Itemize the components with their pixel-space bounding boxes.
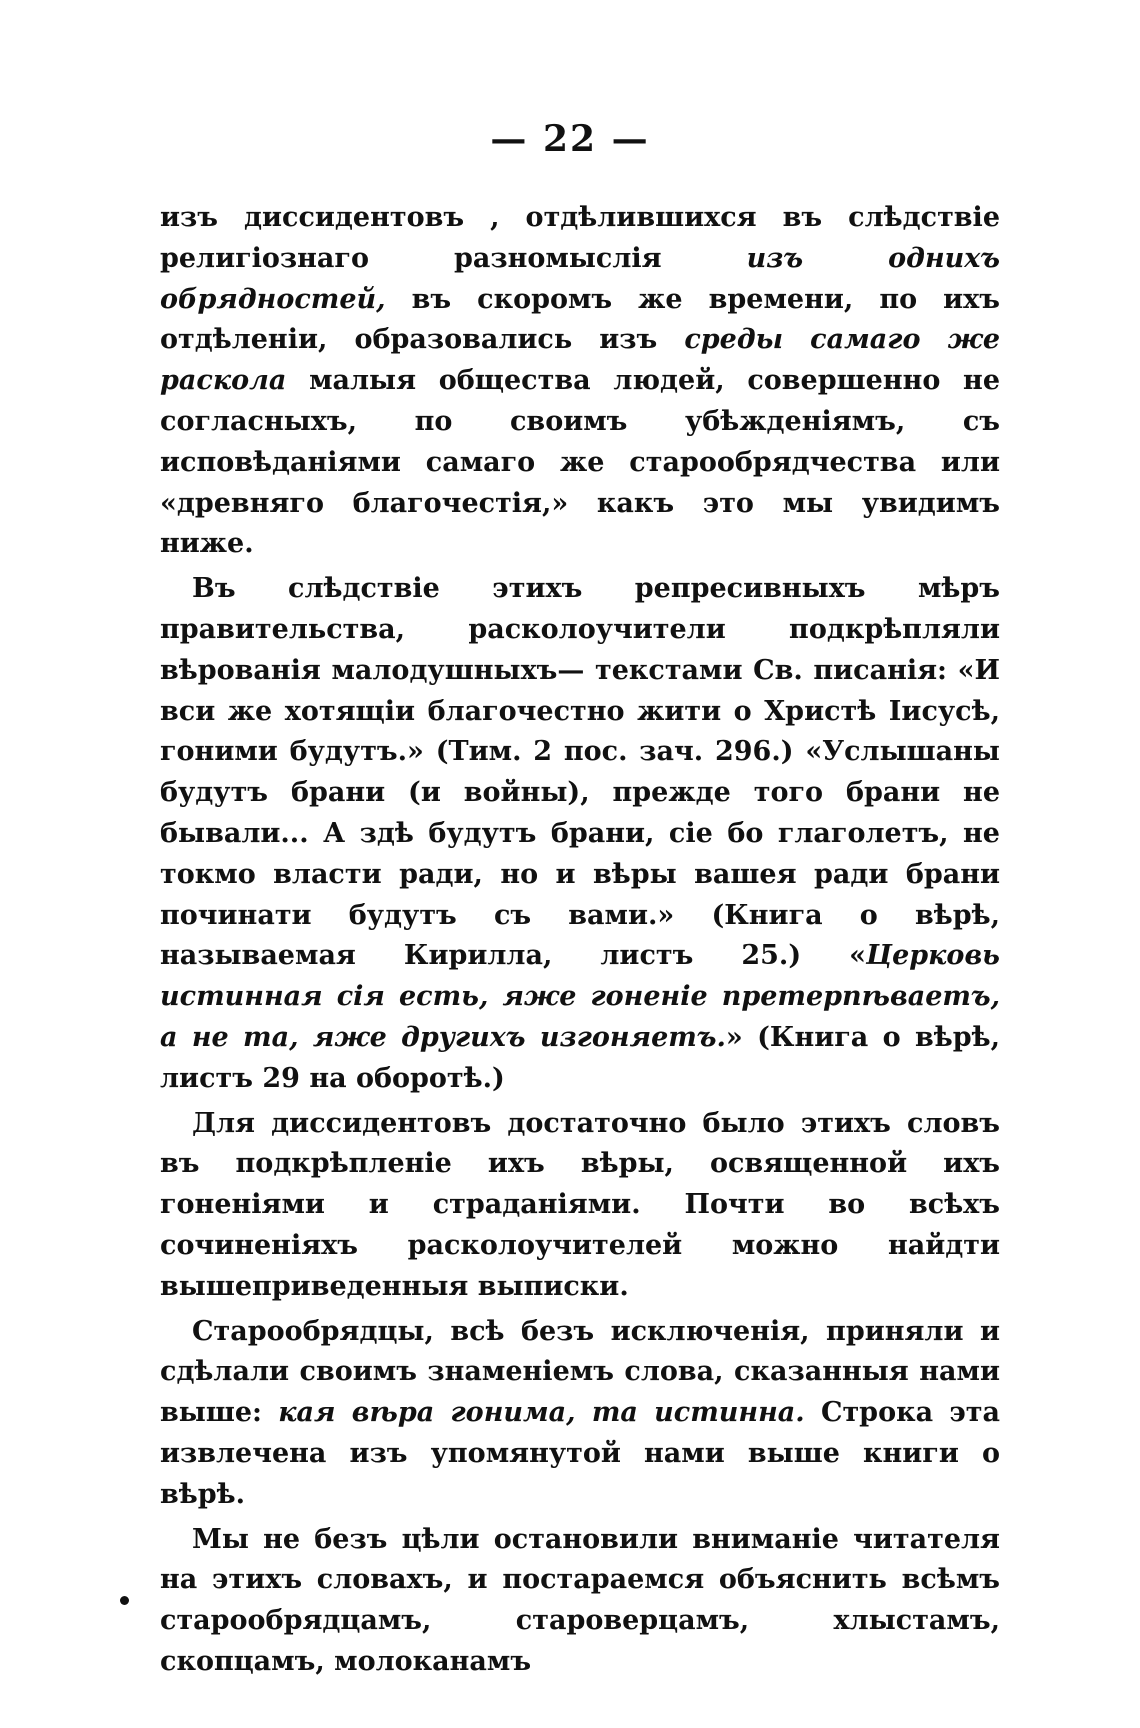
text-run: малыя общества людей, совершенно не согласныхъ, по своимъ убѣжденіямъ, съ исповѣданіями самаго же старообрядчества или «древняго благочестія,» какъ это мы увидимъ ниже. — [160, 365, 1000, 560]
body-text — [160, 198, 1000, 1683]
page-number: — 22 — — [490, 118, 650, 160]
text-run: Старообрядцы, всѣ безъ исключенія, приняли и сдѣлали своимъ знаменіемъ слова, сказанныя нами выше: — [160, 1315, 1000, 1429]
paragraph-3 — [160, 1104, 1000, 1308]
paragraph-1 — [160, 198, 1000, 565]
paragraph-2 — [160, 569, 1000, 1099]
italic-run: кая вѣра гонима, та истинна. — [278, 1397, 805, 1429]
paragraph-5 — [160, 1520, 1000, 1683]
text-run: » (Книга о вѣрѣ, листъ 29 на оборотѣ.) — [160, 1021, 1000, 1094]
text-run: Въ слѣдствіе этихъ репресивныхъ мѣръ правительства, расколоучители подкрѣпляли вѣрованія малодушныхъ— текстами Св. писанія: «И вси же хотящіи благочестно жити о Христѣ Іисусѣ, гоними будутъ.» (Тим. 2 пос. зач. 296.) «Услышаны будутъ брани (и войны), прежде того брани не бывали... А здѣ будутъ брани, сіе бо глаголетъ, не токмо власти ради, но и вѣры вашея ради брани починати будутъ съ вами.» (Книга о вѣрѣ, называемая Кирилла, листъ 25.) « — [160, 573, 1000, 972]
text-run: Мы не безъ цѣли остановили вниманіе читателя на этихъ словахъ, и постараемся объяснить всѣмъ старообрядцамъ, староверцамъ, хлыстамъ, скопцамъ, молоканамъ — [160, 1523, 1000, 1677]
text-run: въ скоромъ же времени, по ихъ отдѣленіи, образовались изъ — [160, 283, 1000, 356]
italic-run: Церковь истинная сія есть, яже гоненіе претерпѣваетъ, а не та, яже другихъ изгоняетъ. — [160, 940, 1000, 1053]
text-run: Для диссидентовъ достаточно было этихъ словъ въ подкрѣпленіе ихъ вѣры, освященной ихъ гоненіями и страданіями. Почти во всѣхъ сочиненіяхъ расколоучителей можно найдти вышеприведенныя выписки. — [160, 1107, 1000, 1302]
paragraph-4 — [160, 1312, 1000, 1516]
text-run: изъ диссидентовъ , отдѣлившихся въ слѣдствіе религіознаго разномыслія — [160, 202, 1000, 274]
italic-run: изъ однихъ обрядностей, — [160, 242, 1000, 315]
text-run: Строка эта извлечена изъ упомянутой нами выше книги о вѣрѣ. — [160, 1397, 1000, 1510]
ink-dot — [120, 1596, 129, 1605]
italic-run: среды самаго же раскола — [160, 324, 1000, 397]
